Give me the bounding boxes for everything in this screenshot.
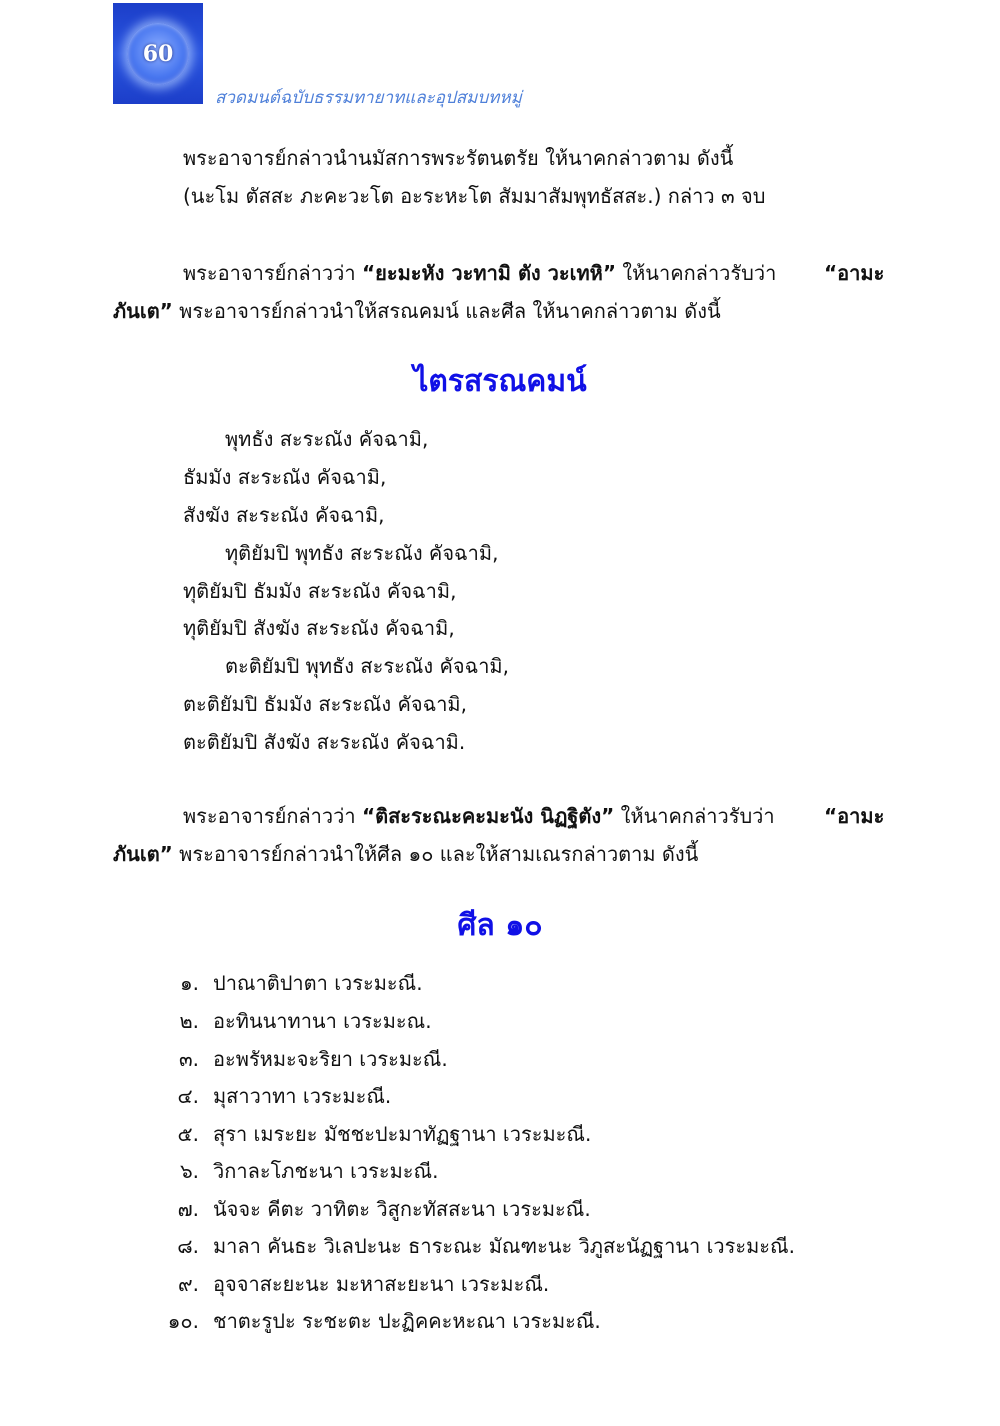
precept-number: ๙. xyxy=(177,1272,199,1296)
precept-text: อุจจาสะยะนะ มะหาสะยะนา เวระมะณี. xyxy=(213,1272,550,1296)
trisarana-heading: ไตรสรณคมน์ xyxy=(413,364,587,399)
precept-number: ๑๐. xyxy=(167,1309,199,1333)
para2-text-a: พระอาจารย์กล่าวว่า xyxy=(183,804,362,828)
para1-text-c: ให้นาคกล่าวรับว่า xyxy=(615,261,777,285)
header-title: สวดมนต์ฉบับธรรมทายาทและอุปสมบทหมู่ xyxy=(215,88,522,108)
para1-quote: “ยะมะหัง วะทามิ ตัง วะเทหิ” xyxy=(361,261,616,285)
para2-reply-end: ภันเต” xyxy=(113,842,173,866)
intro-line-1: พระอาจารย์กล่าวนำนมัสการพระรัตนตรัย ให้นาคกล่าวตาม ดังนี้ xyxy=(183,146,734,170)
precept-item xyxy=(155,1157,438,1185)
precept-item xyxy=(155,969,423,997)
precept-item xyxy=(155,1007,432,1035)
precept-item xyxy=(155,1045,448,1073)
precept-number: ๗. xyxy=(177,1197,199,1221)
trisarana-line: ตะติยัมปิ ธัมมัง สะระณัง คัจฉามิ, xyxy=(183,692,467,716)
precept-item xyxy=(155,1270,549,1298)
precept-text: ชาตะรูปะ ระชะตะ ปะฏิคคะหะณา เวระมะณี. xyxy=(213,1309,601,1333)
precept-text: นัจจะ คีตะ วาทิตะ วิสูกะทัสสะนา เวระมะณี. xyxy=(213,1197,591,1221)
para2-line-2 xyxy=(113,840,698,868)
trisarana-line: ตะติยัมปิ สังฆัง สะระณัง คัจฉามิ. xyxy=(183,730,466,754)
sila-heading: ศีล ๑๐ xyxy=(457,908,543,943)
precept-number: ๒. xyxy=(179,1009,199,1033)
precept-item xyxy=(155,1307,601,1335)
para2-text-c: ให้นาคกล่าวรับว่า xyxy=(614,804,775,828)
para2-line-1 xyxy=(183,802,775,830)
precept-item xyxy=(155,1120,591,1148)
para1-reply-start: “อามะ xyxy=(824,261,885,285)
precept-number: ๕. xyxy=(177,1122,199,1146)
precept-number: ๓. xyxy=(178,1047,199,1071)
para1-text-f: พระอาจารย์กล่าวนำให้สรณคมน์ และศีล ให้นาคกล่าวตาม ดังนี้ xyxy=(172,299,721,323)
precept-text: มาลา คันธะ วิเลปะนะ ธาระณะ มัณฑะนะ วิภูสะนัฏฐานา เวระมะณี. xyxy=(213,1234,795,1258)
page-number-circle xyxy=(127,23,189,85)
trisarana-line: สังฆัง สะระณัง คัจฉามิ, xyxy=(183,503,385,527)
precept-number: ๑. xyxy=(179,971,199,995)
trisarana-line: ทุติยัมปิ ธัมมัง สะระณัง คัจฉามิ, xyxy=(183,579,457,603)
trisarana-line: ธัมมัง สะระณัง คัจฉามิ, xyxy=(183,465,387,489)
para1-text-a: พระอาจารย์กล่าวว่า xyxy=(183,261,362,285)
precept-text: วิกาละโภชะนา เวระมะณี. xyxy=(213,1159,439,1183)
precept-text: สุรา เมระยะ มัชชะปะมาทัฏฐานา เวระมะณี. xyxy=(213,1122,592,1146)
precept-text: มุสาวาทา เวระมะณี. xyxy=(213,1084,392,1108)
para1-line-2 xyxy=(113,297,721,325)
intro-line-2: (นะโม ตัสสะ ภะคะวะโต อะระหะโต สัมมาสัมพุทธัสสะ.) กล่าว ๓ จบ xyxy=(183,184,766,208)
precept-item xyxy=(155,1082,391,1110)
precept-number: ๔. xyxy=(177,1084,199,1108)
page-number: 60 xyxy=(142,41,174,67)
para1-reply-end: ภันเต” xyxy=(113,299,173,323)
page-number-badge xyxy=(113,3,203,104)
para2-reply-start: “อามะ xyxy=(824,804,885,828)
para2-quote: “ติสะระณะคะมะนัง นิฏฐิตัง” xyxy=(361,804,615,828)
precept-text: อะพรัหมะจะริยา เวระมะณี. xyxy=(213,1047,448,1071)
precept-number: ๘. xyxy=(177,1234,199,1258)
trisarana-line: ตะติยัมปิ พุทธัง สะระณัง คัจฉามิ, xyxy=(225,654,509,678)
trisarana-line: ทุติยัมปิ พุทธัง สะระณัง คัจฉามิ, xyxy=(225,541,499,565)
trisarana-line: พุทธัง สะระณัง คัจฉามิ, xyxy=(225,427,429,451)
precept-text: ปาณาติปาตา เวระมะณี. xyxy=(213,971,423,995)
para2-text-f: พระอาจารย์กล่าวนำให้ศีล ๑๐ และให้สามเณรกล่าวตาม ดังนี้ xyxy=(172,842,699,866)
precept-number: ๖. xyxy=(179,1159,199,1183)
para1-line-1 xyxy=(183,259,776,287)
precept-item xyxy=(155,1232,795,1260)
precept-item xyxy=(155,1195,591,1223)
trisarana-line: ทุติยัมปิ สังฆัง สะระณัง คัจฉามิ, xyxy=(183,616,455,640)
precept-text: อะทินนาทานา เวระมะณ. xyxy=(213,1009,432,1033)
